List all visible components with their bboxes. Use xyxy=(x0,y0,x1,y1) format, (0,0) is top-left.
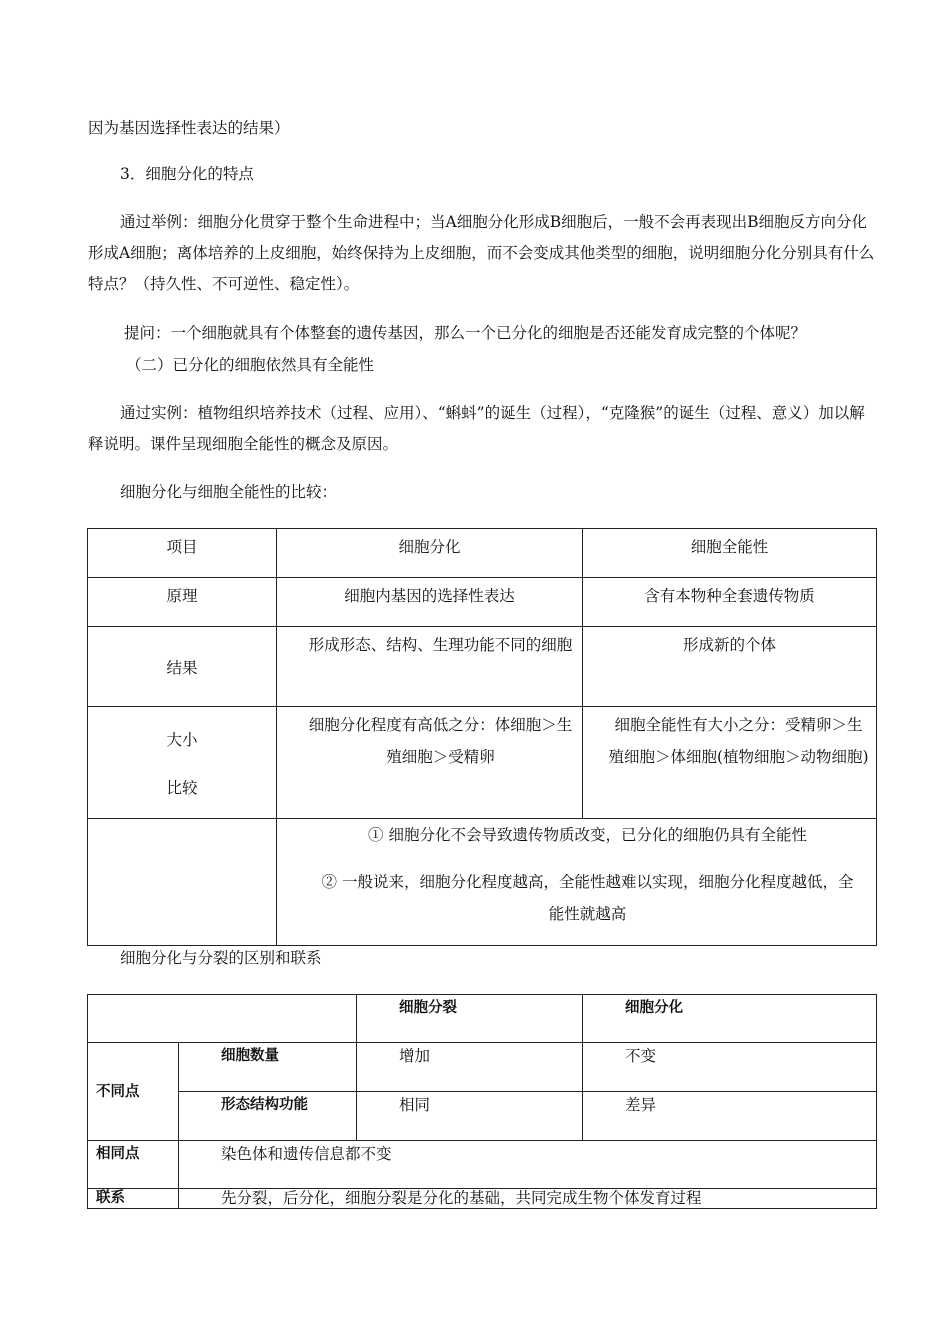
table-row xyxy=(88,627,877,707)
table-cell: 细胞全能性有大小之分：受精卵＞生殖细胞＞体细胞(植物细胞＞动物细胞) xyxy=(583,707,877,819)
table-row xyxy=(88,1092,877,1141)
table-cell xyxy=(277,819,877,946)
table-cell: 不变 xyxy=(583,1043,877,1092)
table-row xyxy=(88,819,877,946)
section-heading-3: 3．细胞分化的特点 xyxy=(120,165,254,183)
table-row xyxy=(88,707,877,819)
row-label: 原理 xyxy=(88,578,277,627)
paragraph-split-title: 细胞分化与分裂的区别和联系 xyxy=(120,949,322,967)
paragraph-examples: 通过实例：植物组织培养技术（过程、应用）、“蝌蚪”的诞生（过程），“克隆猴”的诞生（过程、意义）加以解释说明。课件呈现细胞全能性的概念及原因。 xyxy=(88,404,865,453)
row-label: 形态结构功能 xyxy=(179,1092,357,1141)
paragraph-comparison-title: 细胞分化与细胞全能性的比较： xyxy=(120,483,338,501)
table-row xyxy=(88,578,877,627)
header-cell xyxy=(88,995,357,1043)
relation-line-2: ② 一般说来，细胞分化程度越高，全能性越难以实现，细胞分化程度越低，全能性就越高 xyxy=(321,873,854,923)
header-cell: 细胞分化 xyxy=(583,995,877,1043)
header-cell: 细胞全能性 xyxy=(583,529,877,578)
row-label: 联系 xyxy=(88,1189,179,1209)
table-cell: 形成形态、结构、生理功能不同的细胞 xyxy=(277,627,583,707)
table-row xyxy=(88,529,877,578)
table-cell: 染色体和遗传信息都不变 xyxy=(179,1141,877,1189)
relation-line-1: ① 细胞分化不会导致遗传物质改变，已分化的细胞仍具有全能性 xyxy=(368,826,807,844)
table-cell: 相同 xyxy=(357,1092,583,1141)
split-vs-differentiation-table xyxy=(87,994,877,1209)
table-cell: 含有本物种全套遗传物质 xyxy=(583,578,877,627)
row-label xyxy=(88,819,277,946)
table-row xyxy=(88,1189,877,1209)
row-label-line: 大小 xyxy=(166,730,198,749)
row-group-label: 不同点 xyxy=(88,1043,179,1141)
row-label: 结果 xyxy=(88,627,277,707)
paragraph-question: 提问：一个细胞就具有个体整套的遗传基因，那么一个已分化的细胞是否还能发育成完整的个体呢？ xyxy=(124,324,807,342)
header-cell: 细胞分化 xyxy=(277,529,583,578)
table-row xyxy=(88,1141,877,1189)
table-cell: 细胞分化程度有高低之分：体细胞＞生殖细胞＞受精卵 xyxy=(277,707,583,819)
table-row xyxy=(88,1043,877,1092)
table-cell: 先分裂，后分化，细胞分裂是分化的基础，共同完成生物个体发育过程 xyxy=(179,1189,877,1209)
section-heading-2: （二）已分化的细胞依然具有全能性 xyxy=(126,356,375,374)
header-cell: 细胞分裂 xyxy=(357,995,583,1043)
table-cell: 差异 xyxy=(583,1092,877,1141)
table-cell: 细胞内基因的选择性表达 xyxy=(277,578,583,627)
header-cell: 项目 xyxy=(88,529,277,578)
row-label xyxy=(88,707,277,819)
table-row xyxy=(88,995,877,1043)
row-label: 细胞数量 xyxy=(179,1043,357,1092)
paragraph-1: 因为基因选择性表达的结果） xyxy=(88,119,290,137)
table-cell: 增加 xyxy=(357,1043,583,1092)
table-cell: 形成新的个体 xyxy=(583,627,877,707)
row-label-line: 比较 xyxy=(166,778,198,797)
row-label: 相同点 xyxy=(88,1141,179,1189)
comparison-table xyxy=(87,528,877,946)
paragraph-characteristics: 通过举例：细胞分化贯穿于整个生命进程中；当A细胞分化形成B细胞后，一般不会再表现出B细胞反方向分化形成A细胞；离体培养的上皮细胞，始终保持为上皮细胞，而不会变成其他类型的细胞，说明细胞分化分别具有什么特点？（持久性、不可逆性、稳定性）。 xyxy=(88,213,875,293)
